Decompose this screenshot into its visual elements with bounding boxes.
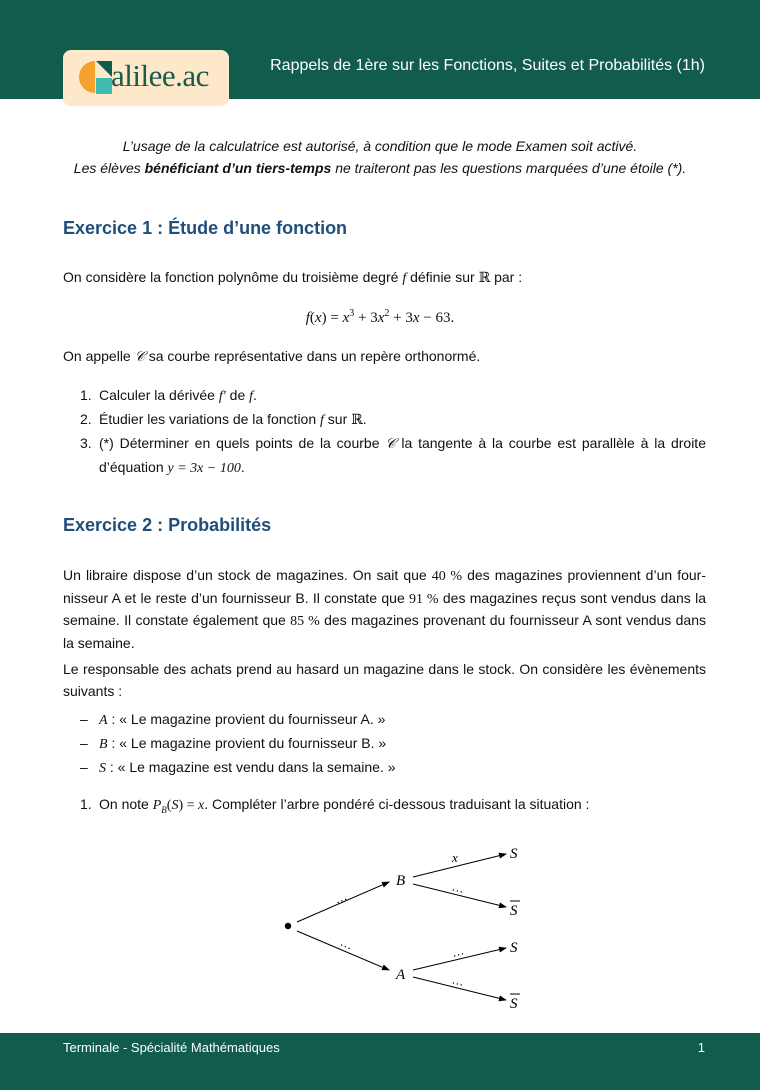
text: On appelle: [63, 348, 135, 364]
math-reals: ℝ: [478, 271, 491, 286]
root-node: [285, 923, 291, 929]
math-f: f: [402, 271, 407, 286]
exercise-2-title: Exercice 2 : Probabilités: [63, 515, 272, 535]
math: y = 3x − 100: [167, 461, 241, 476]
intro-line-1: L’usage de la calculatrice est autorisé, à condition que le mode Examen soit activé.: [122, 138, 638, 154]
exercise-1-title: Exercice 1 : Étude d’une fonction: [63, 218, 348, 238]
text: .: [362, 411, 367, 427]
event-symbol: S: [99, 761, 106, 776]
page-footer: [0, 1033, 760, 1090]
dash-bullet: –: [80, 759, 88, 775]
exercise-2-paragraph-2: Le responsable des achats prend au hasard un magazine dans le stock. On considère les évènements suivants :: [63, 661, 706, 699]
event-text: : « Le magazine est vendu dans la semaine. »: [106, 759, 396, 775]
math-curve-c: 𝒞: [134, 350, 145, 365]
question-number: 1.: [80, 387, 92, 403]
intro-line-2: [0, 158, 760, 179]
question-number: 1.: [80, 796, 92, 812]
math: f: [249, 389, 254, 404]
text: la tangente à la courbe est parallèle à la droite d’équation: [99, 435, 706, 475]
text: sa courbe représentative dans un repère orthonormé.: [144, 348, 481, 364]
node-b: B: [396, 873, 406, 889]
question-1-3: [80, 432, 706, 480]
text: . Compléter l’arbre pondéré ci-dessous traduisant la situation :: [204, 796, 590, 812]
event-a: [80, 708, 385, 732]
question-1-1: [80, 384, 706, 408]
text: .: [253, 387, 257, 403]
percent-value: 85 %: [290, 614, 320, 629]
question-number: 2.: [80, 411, 92, 427]
text: sur: [323, 411, 352, 427]
exercise-2-paragraph-1: [63, 565, 706, 654]
leaf-s-1: S: [510, 846, 518, 862]
text: des magazines provenant du fournisseur A sont vendus dans la semaine.: [63, 612, 706, 651]
percent-value: 40 %: [431, 569, 463, 584]
footer-course: Terminale - Spécialité Mathématiques: [63, 1040, 280, 1055]
event-text: : « Le magazine provient du fournisseur B. »: [107, 735, 387, 751]
probability-tree-diagram: [270, 835, 540, 1020]
question-1-2: [80, 408, 706, 432]
percent-value: 91 %: [409, 591, 439, 607]
event-text: : « Le magazine provient du fournisseur A. »: [107, 711, 386, 727]
dash-bullet: –: [80, 711, 88, 727]
text: Un libraire dispose d’un stock de magazines. On sait que: [63, 567, 432, 583]
text: de: [225, 387, 250, 403]
math: 𝒞: [385, 437, 396, 452]
weight-a-s: …: [450, 943, 466, 960]
leaf-sbar-1: S: [510, 903, 518, 919]
function-formula: $f(x) = x^3 + 3x^2 + 3x - 63$.: [305, 308, 455, 326]
event-b: [80, 732, 386, 756]
weight-root-b: …: [332, 888, 349, 907]
logo-mark-icon: [77, 59, 113, 95]
question-number: 3.: [80, 435, 92, 451]
intro-text: ne traiteront pas les questions marquées d’une étoile (*).: [331, 160, 687, 176]
curve-definition: [63, 346, 706, 369]
text: définie sur: [406, 269, 479, 285]
exercise-1-intro: [63, 267, 706, 290]
text: .: [240, 459, 245, 475]
intro-text: Les élèves: [73, 160, 145, 176]
weight-root-a: …: [338, 934, 355, 953]
probability-tree: [270, 835, 540, 1020]
page-number: 1: [697, 1040, 705, 1055]
event-symbol: A: [99, 713, 108, 728]
text: (*) Déterminer en quels points de la courbe: [99, 435, 386, 451]
page-header: [0, 0, 760, 99]
event-symbol: B: [99, 737, 108, 752]
document-title: Rappels de 1ère sur les Fonctions, Suites et Probabilités (1h): [270, 57, 705, 74]
node-a: A: [396, 967, 406, 983]
text: Calculer la dérivée: [99, 387, 219, 403]
event-s: [80, 756, 396, 780]
weight-b-s: x: [452, 850, 458, 865]
weight-a-sbar: …: [450, 972, 466, 989]
logo-text: alilee.ac: [111, 58, 209, 93]
text: des magazines proviennent d’un four-nisseur A et le reste d’un fournisseur B. Il constate que: [63, 567, 706, 606]
math: ℝ: [351, 413, 363, 428]
text: On note: [99, 796, 153, 812]
leaf-s-2: S: [510, 940, 518, 956]
leaf-sbar-2: S: [510, 996, 518, 1012]
intro-bold-text: bénéficiant d’un tiers-temps: [144, 160, 332, 176]
math: f: [320, 413, 324, 428]
text: Étudier les variations de la fonction: [99, 411, 321, 427]
text: par :: [490, 269, 523, 285]
text: On considère la fonction polynôme du troisième degré: [63, 269, 403, 285]
logo: [63, 50, 229, 106]
dash-bullet: –: [80, 735, 88, 751]
math: f′: [218, 389, 226, 404]
weight-b-sbar: …: [450, 879, 466, 896]
question-2-1: 1. On note $P_B(S) = x$. Compléter l’arbre pondéré ci-dessous traduisant la situation :: [80, 793, 706, 821]
text: des magazines reçus sont vendus dans la semaine. Il constate également que: [63, 589, 706, 628]
